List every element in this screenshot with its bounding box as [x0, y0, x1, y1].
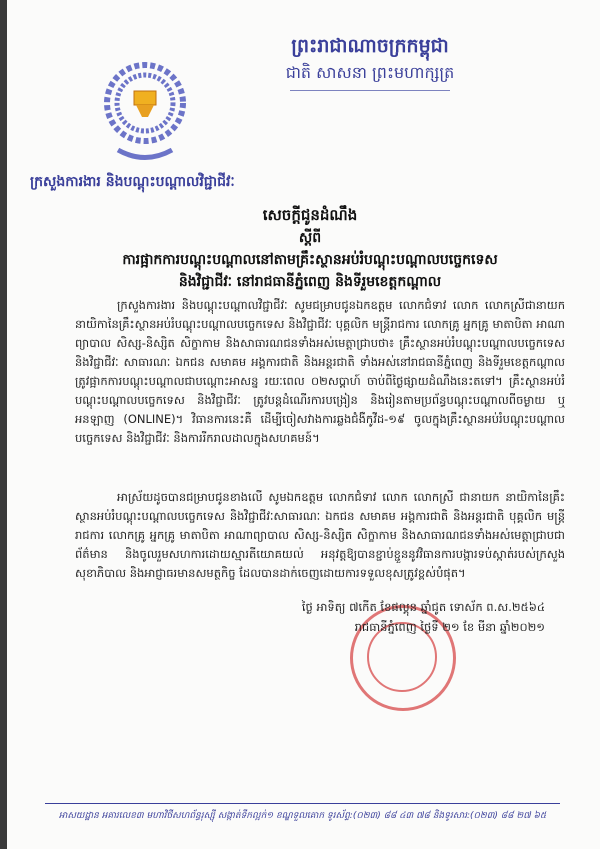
national-motto: ជាតិ សាសនា ព្រះមហាក្សត្រ: [285, 63, 455, 82]
ornament-divider: [290, 90, 450, 91]
notice-subject-label: ស្តីពី: [298, 230, 322, 246]
scan-edge: [0, 0, 7, 849]
footer-divider: [45, 803, 560, 804]
body-paragraph-2: អាស្រ័យដូចបានជម្រាបជូនខាងលើ សូមឯកឧត្តម លោកជំទាវ លោក លោកស្រី ជានាយក នាយិកានៃគ្រឹះស្ថានអប់រំបណ្តុះបណ្តាលបច្ចេកទេស និងវិជ្ជាជីវៈសាធារណៈ ឯកជន សមាគម អង្គការជាតិ និងអន្តរជាតិ បុគ្គលិក មន្ត្រីរាជការ លោកគ្រូ អ្នកគ្រូ មាតាបិតា អាណាព្យាបាល សិស្ស-និស្សិត សិក្ខាកាម និងសាធារណជនទាំងអស់មេត្តាជ្រាបជាព័ត៌មាន និងចូលរួមសហការដោយស្មារតីយោគយល់ អនុវត្តឱ្យបានខ្ជាប់ខ្ជួននូវវិធានការបង្ការទប់ស្កាត់របស់ក្រសួងសុខាភិបាល និងអាជ្ញាធរមានសមត្ថកិច្ច ដែលបានដាក់ចេញដោយការទទួលខុសត្រូវខ្ពស់បំផុត។: [75, 490, 565, 580]
ministry-logo: [98, 55, 193, 165]
lunar-date: ថ្ងៃ អាទិត្យ ៧កើត ខែផល្គុន ឆ្នាំជូត ទោស័ក ព.ស.២៥៦៤: [301, 600, 545, 614]
solar-date: រាជធានីភ្នំពេញ ថ្ងៃទី ២១ ខែ មីនា ឆ្នាំ២០២១: [354, 620, 545, 634]
body-paragraph-1: ក្រសួងការងារ និងបណ្តុះបណ្តាលវិជ្ជាជីវៈ សូមជម្រាបជូនឯកឧត្តម លោកជំទាវ លោក លោកស្រីជានាយក នាយិកានៃគ្រឹះស្ថានអប់រំបណ្តុះបណ្តាលបច្ចេកទេស និងវិជ្ជាជីវៈ បុគ្គលិក មន្ត្រីរាជការ លោកគ្រូ អ្នកគ្រូ មាតាបិតា អាណាព្យាបាល សិស្ស-និស្សិត សិក្ខាកាម និងសាធារណជនទាំងអស់មេត្តាជ្រាបថា៖ គ្រឹះស្ថានអប់រំបណ្តុះបណ្តាលបច្ចេកទេស និងវិជ្ជាជីវៈ សាធារណៈ ឯកជន សមាគម អង្គការជាតិ និងអន្តរជាតិ ទាំងអស់នៅរាជធានីភ្នំពេញ និងទីរួមខេត្តកណ្តាល ត្រូវផ្អាកការបណ្តុះបណ្តាលជាបណ្តោះអាសន្ន រយៈពេល ០២សប្តាហ៍ ចាប់ពីថ្ងៃផ្សាយដំណឹងនេះតទៅ។ គ្រឹះស្ថានអប់រំបណ្តុះបណ្តាលបច្ចេកទេស និងវិជ្ជាជីវៈ ត្រូវបន្តដំណើរការបង្រៀន និងរៀនតាមប្រព័ន្ធបណ្តុះបណ្តាលពីចម្ងាយ ឬ អនឡាញ (ONLINE)។ វិធានការនេះគឺ ដើម្បីចៀសវាងការឆ្លងជំងឺកូវីដ-១៩ ចូលក្នុងគ្រឹះស្ថានអប់រំបណ្តុះបណ្តាលបច្ចេកទេស និងវិជ្ជាជីវៈ និងការរីករាលដាលក្នុងសហគមន៍។: [75, 298, 565, 445]
notice-subject-line1: ការផ្អាកការបណ្តុះបណ្តាលនៅតាមគ្រឹះស្ថានអប់រំបណ្តុះបណ្តាលបច្ចេកទេស: [122, 252, 498, 268]
notice-subject-line2: និងវិជ្ជាជីវៈ នៅរាជធានីភ្នំពេញ និងទីរួមខេត្តកណ្តាល: [178, 274, 442, 290]
notice-title: សេចក្តីជូនដំណឹង: [262, 206, 358, 224]
ministry-name: ក្រសួងការងារ និងបណ្តុះបណ្តាលវិជ្ជាជីវៈ: [30, 174, 235, 190]
footer-address: អាសយដ្ឋាន អគារលេខ៣ មហាវិថីសហព័ន្ធរុស្ស៊ី សង្កាត់ទឹកល្អក់១ ខណ្ឌទួលគោក ទូរស័ព្ទ:(០២៣) ៨៨ ៤៣ ៧៨ និងទូរសារ:(០២៣) ៨៨ ២៧ ៦៥: [58, 811, 547, 821]
kingdom-heading: ព្រះរាជាណាចក្រកម្ពុជា: [291, 35, 449, 57]
